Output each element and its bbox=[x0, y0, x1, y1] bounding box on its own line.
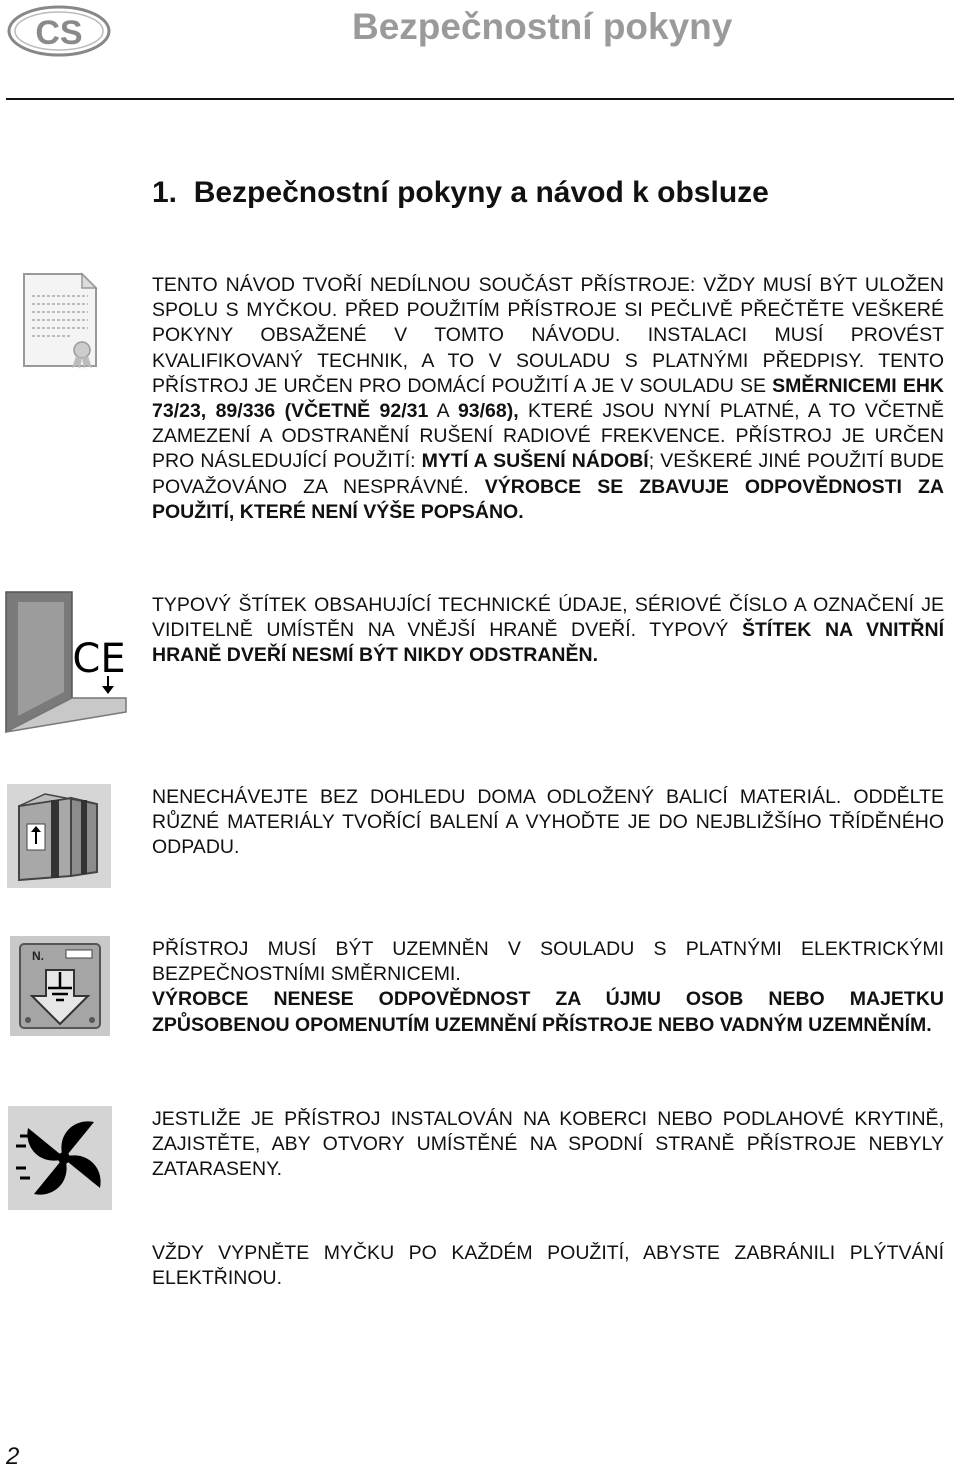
header-divider bbox=[6, 98, 954, 100]
section-title bbox=[152, 176, 769, 210]
document-certificate-icon bbox=[20, 270, 100, 370]
earthing-plug-label: N. bbox=[32, 949, 44, 963]
section-title-text: Bezpečnostní pokyny a návod k obsluze bbox=[193, 176, 769, 209]
text-segment: A bbox=[428, 400, 458, 423]
text-segment: KTERÉ JSOU NYNÍ PLATNÉ, A TO VČETNĚ ZAMEZENÍ A ODSTRANĚNÍ RUŠENÍ RADIOVÉ FREKVENCE. PŘÍSTROJ JE URČEN PRO NÁSLEDUJÍCÍ POUŽITÍ: bbox=[152, 400, 945, 473]
text-segment: NENECHÁVEJTE BEZ DOHLEDU DOMA ODLOŽENÝ BALICÍ MATERIÁL. ODDĚLTE RŮZNÉ MATERIÁLY TVOŘÍCÍ BALENÍ A VYHOĎTE JE DO NEJBLIŽŠÍHO TŘÍDĚNÉHO ODPADU. bbox=[152, 786, 944, 859]
language-badge bbox=[6, 4, 112, 58]
text-segment: JESTLIŽE JE PŘÍSTROJ INSTALOVÁN NA KOBERCI NEBO PODLAHOVÉ KRYTINĚ, ZAJISTĚTE, ABY OTVORY UMÍSTĚNÉ NA SPODNÍ STRANĚ PŘÍSTROJE NEBYLY ZATARASENY. bbox=[152, 1108, 944, 1181]
text-segment: TENTO NÁVOD TVOŘÍ NEDÍLNOU SOUČÁST PŘÍSTROJE: VŽDY MUSÍ BÝT ULOŽEN SPOLU S MYČKOU. PŘED POUŽITÍM PŘÍSTROJE SI PEČLIVĚ PŘEČTĚTE VEŠKERÉ POKYNY OBSAŽENÉ V TOMTO NÁVODU. INSTALACI MUSÍ PROVÉST KVALIFIKOVANÝ TECHNIK, A TO V SOULADU S PLATNÝMI PŘEDPISY. TENTO PŘÍSTROJ JE URČEN PRO DOMÁCÍ POUŽITÍ A JE V SOULADU SE bbox=[152, 274, 944, 397]
bold-segment: 93/68), bbox=[457, 400, 519, 423]
ce-rating-plate-icon bbox=[4, 590, 128, 734]
ventilation-fan-icon bbox=[8, 1106, 112, 1210]
page-number: 2 bbox=[6, 1443, 20, 1470]
paragraph-ventilation bbox=[152, 1107, 944, 1183]
text-segment: VŽDY VYPNĚTE MYČKU PO KAŽDÉM POUŽITÍ, ABYSTE ZABRÁNILI PLÝTVÁNÍ ELEKTŘINOU. bbox=[152, 1242, 944, 1290]
bold-segment: ŠTÍTEK NA VNITŘNÍ HRANĚ DVEŘÍ NESMÍ BÝT NIKDY ODSTRANĚN. bbox=[152, 619, 944, 667]
bold-segment: MYTÍ A SUŠENÍ NÁDOBÍ bbox=[421, 450, 649, 473]
bold-segment: SMĚRNICEMI EHK 73/23, 89/336 (VČETNĚ 92/31 bbox=[152, 374, 944, 423]
ce-mark: CE bbox=[72, 636, 126, 682]
packaging-box-icon bbox=[7, 784, 111, 888]
section-number: 1. bbox=[152, 176, 178, 209]
earthing-plug-icon bbox=[10, 936, 110, 1036]
header-title: Bezpečnostní pokyny bbox=[352, 6, 733, 47]
text-segment: PŘÍSTROJ MUSÍ BÝT UZEMNĚN V SOULADU S PLATNÝMI ELEKTRICKÝMI BEZPEČNOSTNÍMI SMĚRNICEMI. bbox=[152, 938, 944, 986]
text-segment: TYPOVÝ ŠTÍTEK OBSAHUJÍCÍ TECHNICKÉ ÚDAJE, SÉRIOVÉ ČÍSLO A OZNAČENÍ JE VIDITELNĚ UMÍSTĚN NA VNĚJŠÍ HRANĚ DVEŘÍ. TYPOVÝ bbox=[152, 594, 944, 642]
paragraph-energy-saving bbox=[152, 1241, 944, 1291]
text-segment: ; VEŠKERÉ JINÉ POUŽITÍ BUDE POVAŽOVÁNO ZA NESPRÁVNÉ. bbox=[152, 450, 945, 498]
bold-segment: VÝROBCE SE ZBAVUJE ODPOVĚDNOSTI ZA POUŽITÍ, KTERÉ NENÍ VÝŠE POPSÁNO. bbox=[152, 475, 944, 523]
language-code: CS bbox=[35, 14, 83, 52]
paragraph-manual-usage bbox=[152, 273, 944, 525]
bold-segment: VÝROBCE NENESE ODPOVĚDNOST ZA ÚJMU OSOB NEBO MAJETKU ZPŮSOBENOU OPOMENUTÍM UZEMNĚNÍ PŘÍSTROJE NEBO VADNÝM UZEMNĚNÍM. bbox=[152, 988, 944, 1036]
paragraph-earthing bbox=[152, 937, 944, 1038]
paragraph-packaging bbox=[152, 785, 944, 861]
paragraph-rating-plate bbox=[152, 593, 944, 669]
